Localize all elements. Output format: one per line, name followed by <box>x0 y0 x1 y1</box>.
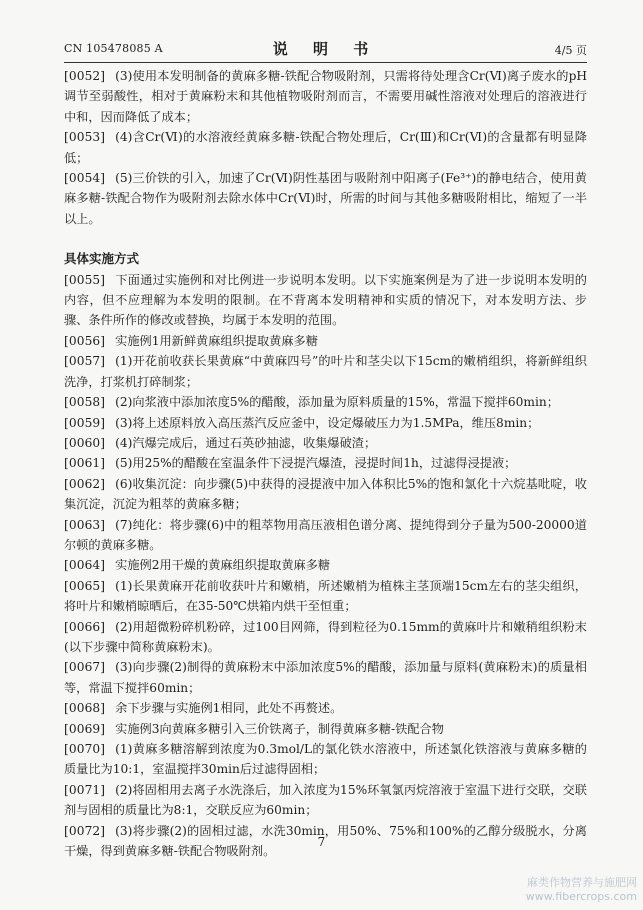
paragraph-text: (1)黄麻多糖溶解到浓度为0.3mol/L的氯化铁水溶液中，所述氯化铁溶液与黄麻多糖的质量比为10:1，室温搅拌30min后过滤得固相； <box>64 742 587 777</box>
paragraph-number: [0056] <box>64 333 106 348</box>
document-title: 说 明 书 <box>272 40 379 58</box>
paragraph-number: [0052] <box>64 69 106 83</box>
paragraph-number: [0058] <box>64 395 106 410</box>
paragraph <box>64 739 587 780</box>
paragraph-number: [0064] <box>64 558 106 573</box>
paragraph <box>64 576 587 617</box>
paragraph <box>64 719 587 739</box>
paragraph-text: 实施例2用干燥的黄麻组织提取黄麻多糖 <box>115 558 331 573</box>
paragraph-text: (5)三价铁的引入，加速了Cr(Ⅵ)阴性基团与吸附剂中阳离子(Fe³⁺)的静电结合，使用黄麻多糖-铁配合物作为吸附剂去除水体中Cr(Ⅵ)时，所需的时间与其他多糖吸附相比，缩短了一半以上。 <box>64 171 587 226</box>
paragraph-number: [0065] <box>64 578 106 593</box>
paragraph <box>64 331 587 351</box>
page-indicator: 4/5 页 <box>554 44 587 57</box>
paragraph-text: (6)收集沉淀：向步骤(5)中获得的浸提液中加入体积比5%的饱和氯化十六烷基吡啶，收集沉淀，沉淀为粗萃的黄麻多糖； <box>64 476 587 512</box>
paragraph <box>64 698 587 718</box>
paragraph-number: [0070] <box>64 742 106 756</box>
paragraph-number: [0060] <box>64 435 106 450</box>
section-spacer <box>64 229 587 249</box>
paragraph <box>64 555 587 575</box>
paragraph-text: (4)含Cr(Ⅵ)的水溶液经黄麻多糖-铁配合物处理后，Cr(Ⅲ)和Cr(Ⅵ)的含量都有明显降低； <box>64 130 587 165</box>
paragraph-text: (2)向浆液中添加浓度5%的醋酸，添加量为原料质量的15%，常温下搅拌60min； <box>115 395 559 410</box>
patent-number: CN 105478085 A <box>64 42 163 55</box>
header-divider <box>64 62 587 63</box>
section-heading: 具体实施方式 <box>64 251 140 267</box>
paragraph-text: (5)用25%的醋酸在室温条件下浸提汽爆渣，浸提时间1h，过滤得浸提液； <box>115 456 517 471</box>
paragraph <box>64 351 587 392</box>
paragraph-text: (2)用超微粉碎机粉碎，过100目网筛，得到粒径为0.15mm的黄麻叶片和嫩稍组织粉末(以下步骤中简称黄麻粉末)。 <box>64 619 587 654</box>
paragraph-text: (3)使用本发明制备的黄麻多糖-铁配合物吸附剂，只需将待处理含Cr(Ⅵ)离子废水的pH调节至弱酸性，相对于黄麻粉末和其他植物吸附剂而言，不需要用碱性溶液对处理后的溶液进行中和，因而降低了成本； <box>64 69 587 124</box>
paragraph <box>64 617 587 658</box>
paragraph-number: [0057] <box>64 354 106 369</box>
paragraph-text: (3)向步骤(2)制得的黄麻粉末中添加浓度5%的醋酸，添加量与原料(黄麻粉末)的质量相等，常温下搅拌60min； <box>64 660 587 695</box>
paragraph-number: [0054] <box>64 171 106 186</box>
paragraph <box>64 127 587 168</box>
paragraph <box>64 780 587 821</box>
paragraph-text: 余下步骤与实施例1相同，此处不再赘述。 <box>115 701 343 716</box>
paragraph-list-bottom <box>64 270 587 862</box>
paragraph <box>64 433 587 453</box>
page-header <box>64 38 587 60</box>
paragraph-text: 下面通过实施例和对比例进一步说明本发明。以下实施案例是为了进一步说明本发明的内容，但不应理解为本发明的限制。在不背离本发明精神和实质的情况下，对本发明方法、步骤、条件所作的修改或替换，均属于本发明的范围。 <box>64 272 587 328</box>
paragraph-number: [0068] <box>64 701 106 716</box>
paragraph-number: [0063] <box>64 517 106 532</box>
paragraph <box>64 66 587 127</box>
paragraph-number: [0067] <box>64 660 106 675</box>
watermark-line-2: www.fibercrops.com <box>525 890 637 903</box>
paragraph-number: [0062] <box>64 476 106 491</box>
paragraph-text: (2)将固相用去离子水洗涤后，加入浓度为15%环氧氯丙烷溶液于室温下进行交联，交联剂与固相的质量比为8:1，交联反应为60min； <box>64 782 587 818</box>
paragraph-number: [0055] <box>64 272 106 287</box>
paragraph-number: [0061] <box>64 456 106 471</box>
paragraph <box>64 453 587 473</box>
paragraph-number: [0059] <box>64 415 106 430</box>
paragraph-text: (1)开花前收获长果黄麻“中黄麻四号”的叶片和茎尖以下15cm的嫩梢组织，将新鲜组织洗净，打浆机打碎制浆； <box>64 354 587 389</box>
page-number: 7 <box>317 835 326 849</box>
paragraph <box>64 474 587 515</box>
paragraph-text: 实施例3向黄麻多糖引入三价铁离子，制得黄麻多糖-铁配合物 <box>115 721 444 736</box>
paragraph <box>64 270 587 331</box>
paragraph-text: (3)将步骤(2)的固相过滤，水洗30min，用50%、75%和100%的乙醇分级脱水，分离干燥，得到黄麻多糖-铁配合物吸附剂。 <box>64 823 587 859</box>
paragraph-text: (1)长果黄麻开花前收获叶片和嫩梢，所述嫩梢为植株主茎顶端15cm左右的茎尖组织，将叶片和嫩梢晾晒后，在35-50℃烘箱内烘干至恒重； <box>64 578 587 614</box>
paragraph-text: (7)纯化：将步骤(6)中的粗萃物用高压液相色谱分离、提纯得到分子量为500-20000道尔顿的黄麻多糖。 <box>64 517 587 552</box>
paragraph-text: 实施例1用新鲜黄麻组织提取黄麻多糖 <box>115 333 318 348</box>
paragraph <box>64 392 587 412</box>
paragraph-number: [0071] <box>64 782 106 797</box>
document-body <box>64 66 587 861</box>
paragraph-number: [0069] <box>64 721 106 736</box>
paragraph <box>64 413 587 433</box>
paragraph-text: (4)汽爆完成后，通过石英砂抽滤，收集爆破渣； <box>115 435 377 450</box>
paragraph <box>64 515 587 556</box>
paragraph <box>64 657 587 698</box>
paragraph-list-top <box>64 66 587 229</box>
paragraph-number: [0066] <box>64 619 106 634</box>
paragraph-number: [0072] <box>64 823 106 838</box>
paragraph-number: [0053] <box>64 130 106 145</box>
paragraph <box>64 168 587 229</box>
watermark-line-1: 麻类作物营养与施肥网 <box>527 876 637 889</box>
site-watermark <box>526 876 637 904</box>
paragraph-text: (3)将上述原料放入高压蒸汽反应釜中，设定爆破压力为1.5MPa，维压8min； <box>115 415 540 430</box>
